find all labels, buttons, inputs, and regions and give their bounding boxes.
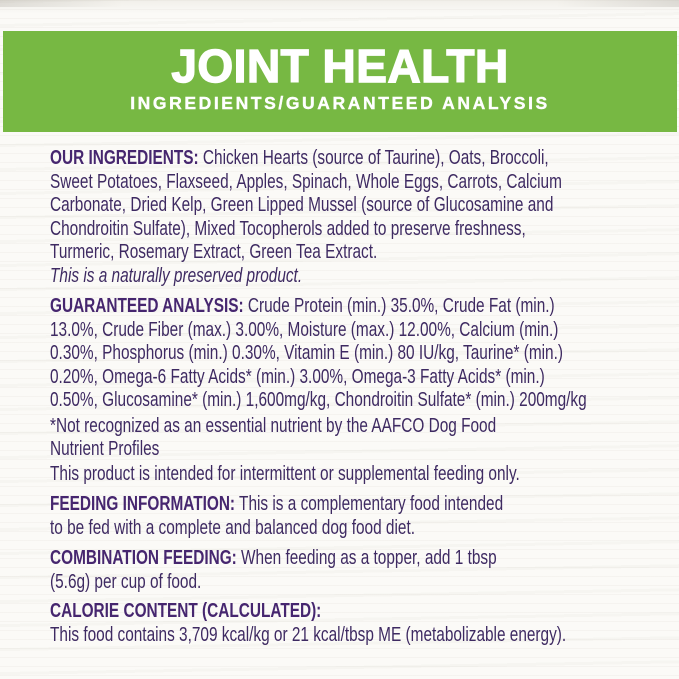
body-text: Nutrient Profiles — [50, 437, 160, 460]
text-line — [50, 240, 522, 264]
text-line — [50, 414, 522, 438]
body-text: to be fed with a complete and balanced dog food diet. — [50, 515, 415, 539]
body-text: Crude Protein (min.) 35.0%, Crude Fat (min.) — [243, 294, 555, 317]
text-line — [50, 294, 555, 318]
section-our-ingredients — [50, 146, 679, 287]
section-heading: OUR INGREDIENTS: — [50, 146, 199, 169]
section-heading: GUARANTEED ANALYSIS: — [50, 294, 244, 317]
text-line — [50, 546, 522, 570]
page-title: JOINT HEALTH — [171, 40, 509, 92]
body-text: Turmeric, Rosemary Extract, Green Tea Extract. — [50, 240, 378, 263]
text-line — [50, 364, 545, 389]
body-text: This food contains 3,709 kcal/kg or 21 kcal/tbsp ME (metabolizable energy). — [50, 622, 567, 646]
page-subtitle: INGREDIENTS/GUARANTEED ANALYSIS — [130, 93, 550, 113]
section-combination-feeding — [50, 546, 679, 593]
text-line — [50, 341, 563, 365]
section-supplemental-feeding — [50, 462, 679, 486]
header-band — [3, 31, 677, 132]
text-line — [50, 388, 587, 412]
text-line — [50, 437, 522, 461]
body-text: Chondroitin Sulfate), Mixed Tocopherols added to preserve freshness, — [50, 216, 526, 240]
body-text: 0.20%, Omega-6 Fatty Acids* (min.) 3.00%, Omega-3 Fatty Acids* (min.) — [50, 364, 545, 388]
body-text: This is a complementary food intended — [235, 492, 504, 515]
body-text: Carbonate, Dried Kelp, Green Lipped Mussel (source of Glucosamine and — [50, 193, 554, 216]
text-line — [50, 516, 522, 540]
body-text: *Not recognized as an essential nutrient by the AAFCO Dog Food — [50, 413, 497, 437]
section-feeding-information — [50, 492, 679, 539]
section-heading: CALORIE CONTENT (CALCULATED): — [50, 599, 322, 622]
section-heading: COMBINATION FEEDING: — [50, 546, 237, 569]
text-line — [50, 462, 522, 486]
section-calorie-content — [50, 599, 679, 646]
text-line — [50, 193, 554, 217]
body-text: Chicken Hearts (source of Taurine), Oats, Broccoli, — [198, 146, 549, 169]
section-guaranteed-analysis — [50, 294, 679, 412]
section-heading: FEEDING INFORMATION: — [50, 492, 236, 515]
text-line — [50, 264, 522, 288]
text-line — [50, 599, 522, 623]
label-body — [50, 146, 679, 646]
text-line — [50, 622, 567, 647]
body-text: 0.50%, Glucosamine* (min.) 1,600mg/kg, Chondroitin Sulfate* (min.) 200mg/kg — [50, 388, 587, 411]
wood-texture-top — [0, 0, 679, 7]
body-text: This product is intended for intermittent or supplemental feeding only. — [50, 461, 520, 485]
body-text: 13.0%, Crude Fiber (max.) 3.00%, Moisture (max.) 12.00%, Calcium (min.) — [50, 317, 559, 341]
text-line — [50, 317, 559, 342]
text-line — [50, 216, 526, 241]
text-line — [50, 169, 562, 194]
text-line — [50, 570, 522, 594]
body-text: 0.30%, Phosphorus (min.) 0.30%, Vitamin E (min.) 80 IU/kg, Taurine* (min.) — [50, 341, 563, 364]
italic-text: This is a naturally preserved product. — [50, 263, 303, 287]
body-text: (5.6g) per cup of food. — [50, 569, 202, 593]
body-text: Sweet Potatoes, Flaxseed, Apples, Spinach, Whole Eggs, Carrots, Calcium — [50, 169, 562, 193]
text-line — [50, 492, 522, 516]
body-text: When feeding as a topper, add 1 tbsp — [236, 546, 497, 569]
text-line — [50, 146, 549, 170]
section-aafco-note — [50, 414, 679, 461]
